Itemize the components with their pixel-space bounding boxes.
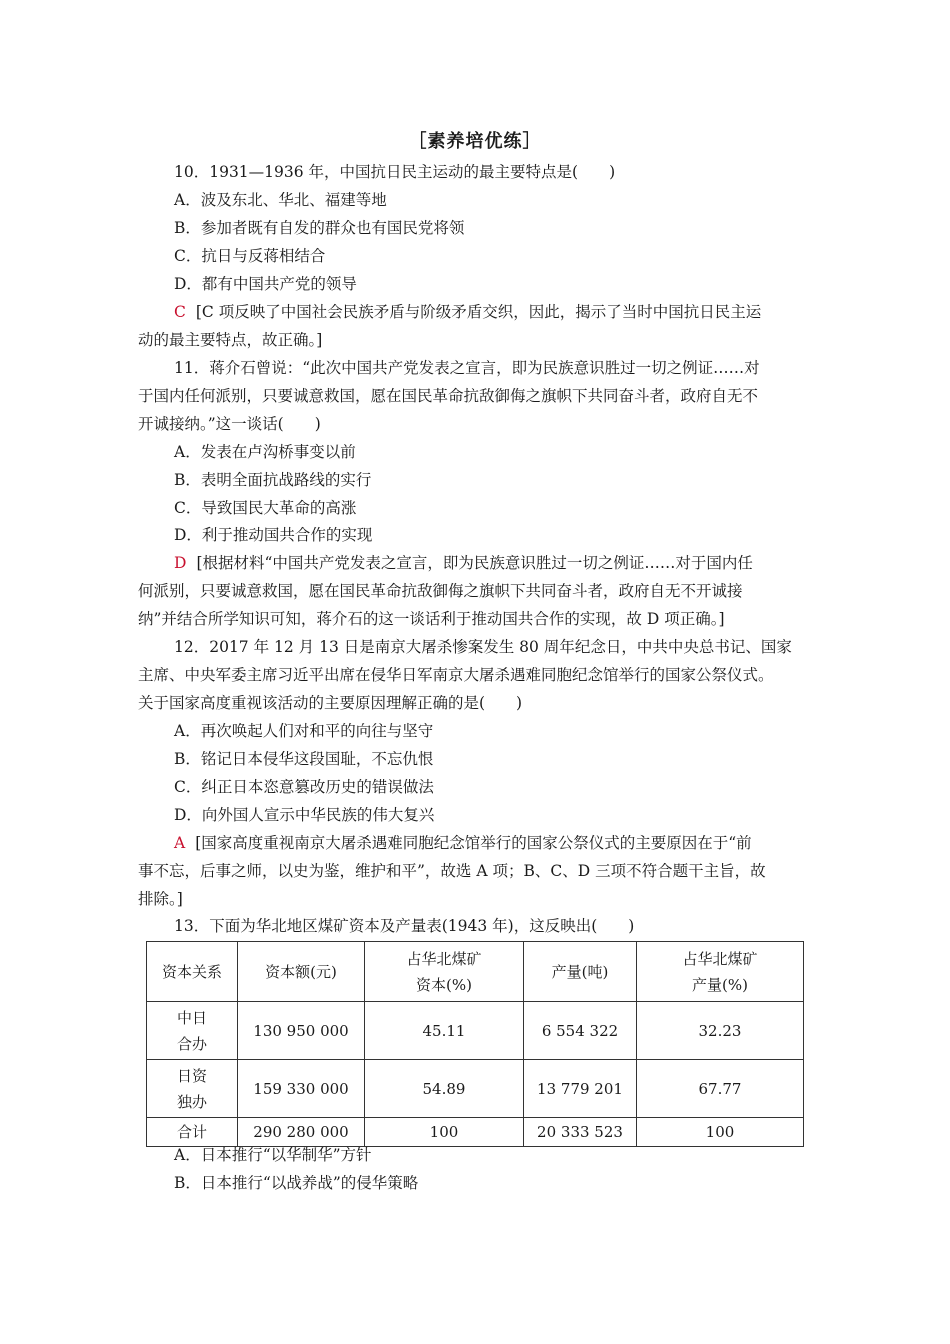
table-row: [147, 1118, 804, 1147]
table-cell: 67.77: [637, 1060, 804, 1118]
question-13-stem: 13．下面为华北地区煤矿资本及产量表(1943 年)，这反映出( ): [174, 917, 635, 935]
question-12-option-a: A．再次唤起人们对和平的向往与坚守: [174, 722, 434, 740]
table-cell: 130 950 000: [238, 1002, 365, 1060]
table-cell: 290 280 000: [238, 1118, 365, 1147]
question-10-explanation: C [C 项反映了中国社会民族矛盾与阶级矛盾交织，因此，揭示了当时中国抗日民主运: [174, 303, 762, 321]
question-10-option-a: A．波及东北、华北、福建等地: [174, 191, 387, 209]
table-row: [147, 1002, 804, 1060]
question-11-stem-cont: 于国内任何派别，只要诚意救国，愿在国民革命抗敌御侮之旗帜下共同奋斗者，政府自无不: [138, 387, 759, 405]
table-cell: 32.23: [637, 1002, 804, 1060]
question-12-option-c: C．纠正日本恣意篡改历史的错误做法: [174, 778, 434, 796]
question-12-explanation-cont: 排除。]: [138, 890, 183, 908]
question-11-option-c: C．导致国民大革命的高涨: [174, 499, 357, 517]
section-title: ［素养培优练］: [408, 131, 542, 152]
table-header: 产量(吨): [524, 942, 637, 1002]
question-10-option-b: B．参加者既有自发的群众也有国民党将领: [174, 219, 465, 237]
question-10-explanation-cont: 动的最主要特点，故正确。]: [138, 331, 323, 349]
question-12-stem-cont: 主席、中央军委主席习近平出席在侵华日军南京大屠杀遇难同胞纪念馆举行的国家公祭仪式。: [138, 666, 774, 684]
question-13-option-b: B．日本推行“以战养战”的侵华策略: [174, 1174, 419, 1192]
answer-key: C: [174, 303, 186, 321]
question-12-explanation-cont: 事不忘，后事之师，以史为鉴，维护和平”，故选 A 项；B、C、D 三项不符合题干主旨，故: [138, 862, 766, 880]
table-cell: 6 554 322: [524, 1002, 637, 1060]
table-cell: 13 779 201: [524, 1060, 637, 1118]
table-cell: 日资 独办: [147, 1060, 238, 1118]
table-cell: 54.89: [365, 1060, 524, 1118]
question-11-option-d: D．利于推动国共合作的实现: [174, 526, 373, 544]
question-11-explanation: D [根据材料“中国共产党发表之宣言，即为民族意识胜过一切之例证……对于国内任: [174, 554, 753, 572]
question-12-explanation: A [国家高度重视南京大屠杀遇难同胞纪念馆举行的国家公祭仪式的主要原因在于“前: [174, 834, 752, 852]
question-12-stem: 12．2017 年 12 月 13 日是南京大屠杀惨案发生 80 周年纪念日，中共中央总书记、国家: [174, 638, 792, 656]
table-cell: 中日 合办: [147, 1002, 238, 1060]
answer-key: D: [174, 554, 187, 572]
question-11-explanation-cont: 何派别，只要诚意救国，愿在国民革命抗敌御侮之旗帜下共同奋斗者，政府自无不开诚接: [138, 582, 743, 600]
table-cell: 45.11: [365, 1002, 524, 1060]
table-cell: 100: [637, 1118, 804, 1147]
question-10-option-d: D．都有中国共产党的领导: [174, 275, 357, 293]
question-10-stem: 10．1931—1936 年，中国抗日民主运动的最主要特点是( ): [174, 163, 616, 181]
coal-mine-table: [146, 941, 804, 1147]
table-cell: 合计: [147, 1118, 238, 1147]
question-12-option-b: B．铭记日本侵华这段国耻，不忘仇恨: [174, 750, 434, 768]
question-11-stem-cont: 开诚接纳。”这一谈话( ): [138, 415, 321, 433]
question-12-option-d: D．向外国人宣示中华民族的伟大复兴: [174, 806, 435, 824]
table-header: 资本关系: [147, 942, 238, 1002]
table-header: 资本额(元): [238, 942, 365, 1002]
table-header: 占华北煤矿 产量(%): [637, 942, 804, 1002]
question-11-option-a: A．发表在卢沟桥事变以前: [174, 443, 356, 461]
question-13-option-a: A．日本推行“以华制华”方针: [174, 1146, 372, 1164]
table-header: 占华北煤矿 资本(%): [365, 942, 524, 1002]
table-cell: 20 333 523: [524, 1118, 637, 1147]
question-11-stem: 11．蒋介石曾说：“此次中国共产党发表之宣言，即为民族意识胜过一切之例证……对: [174, 359, 760, 377]
table-header-row: [147, 942, 804, 1002]
table-cell: 100: [365, 1118, 524, 1147]
answer-key: A: [174, 834, 186, 852]
question-11-option-b: B．表明全面抗战路线的实行: [174, 471, 372, 489]
question-10-option-c: C．抗日与反蒋相结合: [174, 247, 326, 265]
question-11-explanation-cont: 纳”并结合所学知识可知，蒋介石的这一谈话利于推动国共合作的实现，故 D 项正确。]: [138, 610, 725, 628]
table-row: [147, 1060, 804, 1118]
table-cell: 159 330 000: [238, 1060, 365, 1118]
question-12-stem-cont: 关于国家高度重视该活动的主要原因理解正确的是( ): [138, 694, 523, 712]
